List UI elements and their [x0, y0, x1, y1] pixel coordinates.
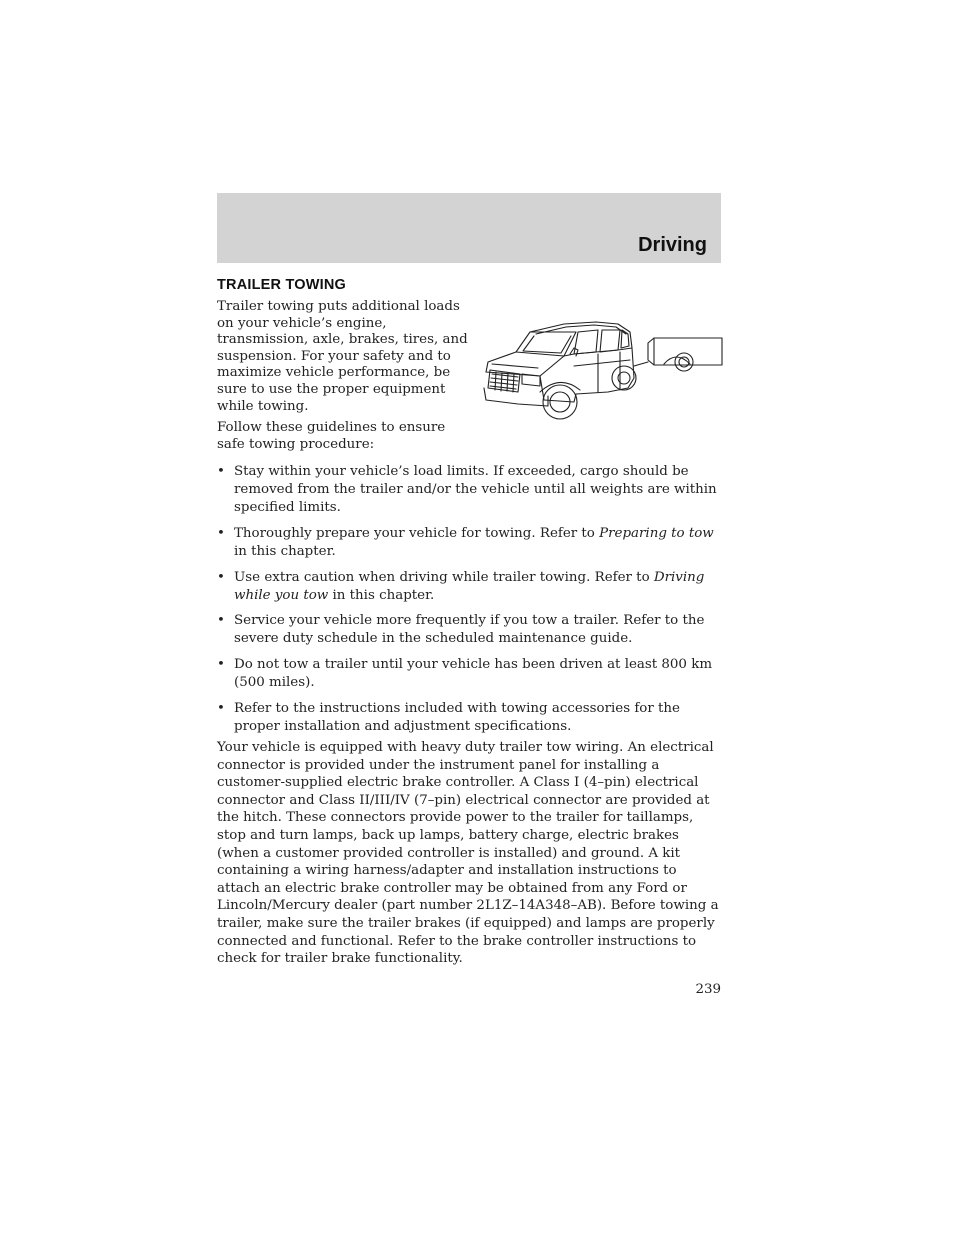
list-item-text: Do not tow a trailer until your vehicle has been driven at least 800 km (500 miles).: [234, 657, 713, 691]
intro-paragraph: Trailer towing puts additional loads on your vehicle’s engine, transmission, axle, brakes, tires, and suspension. For your safety and to maximize vehicle performance, be sure to use the proper equipment while towing.: [217, 299, 468, 414]
bullet-symbol: •: [217, 613, 225, 629]
guidelines-intro: Follow these guidelines to ensure safe towing procedure:: [217, 420, 446, 452]
list-item-text: in this chapter.: [234, 543, 336, 559]
bullet-symbol: •: [217, 657, 225, 673]
bullet-symbol: •: [217, 569, 225, 585]
list-item-text: Use extra caution when driving while trailer towing. Refer to: [234, 569, 654, 585]
list-item-text: Stay within your vehicle’s load limits. If exceeded, cargo should be removed from the trailer and/or the vehicle until all weights are within specified limits.: [234, 464, 717, 515]
bullet-symbol: •: [217, 700, 225, 716]
list-item-text: Refer to the instructions included with towing accessories for the proper installation and adjustment specifications.: [234, 700, 680, 734]
wiring-paragraph: Your vehicle is equipped with heavy duty trailer tow wiring. An electrical connector is provided under the instrument panel for installing a customer-supplied electric brake controller. A Class I (4–pin) electrical connector and Class II/III/IV (7–pin) electrical connector are provided at the hitch. These connectors provide power to the trailer for taillamps, stop and turn lamps, back up lamps, battery charge, electric brakes (when a customer provided controller is installed) and ground. A kit containing a wiring harness/adapter and installation instructions to attach an electric brake controller may be obtained from any Ford or Lincoln/Mercury dealer (part number 2L1Z–14A348–AB). Before towing a trailer, make sure the trailer brakes (if equipped) and lamps are properly connected and functional. Refer to the brake controller instructions to check for trailer brake functionality.: [217, 740, 719, 967]
list-item: [217, 525, 723, 561]
cross-reference: Preparing to tow: [599, 525, 714, 541]
list-item: [217, 463, 723, 517]
chapter-header-band: [217, 193, 721, 263]
suv-towing-trailer-icon: [478, 296, 726, 426]
list-item: [217, 612, 723, 648]
list-item-text: Thoroughly prepare your vehicle for towing. Refer to: [234, 525, 600, 541]
list-item-text: Service your vehicle more frequently if you tow a trailer. Refer to the severe duty schedule in the scheduled maintenance guide.: [234, 613, 705, 647]
bullet-symbol: •: [217, 525, 225, 541]
page-number: 239: [695, 982, 721, 997]
section-heading: TRAILER TOWING: [217, 277, 346, 293]
bullet-symbol: •: [217, 464, 225, 479]
list-item: [217, 700, 723, 736]
list-item: [217, 569, 723, 605]
chapter-title: Driving: [638, 234, 707, 256]
list-item-text: in this chapter.: [328, 587, 435, 603]
list-item: [217, 656, 723, 692]
cross-reference: Driving while you tow: [234, 569, 705, 603]
guidelines-list: [217, 463, 723, 744]
